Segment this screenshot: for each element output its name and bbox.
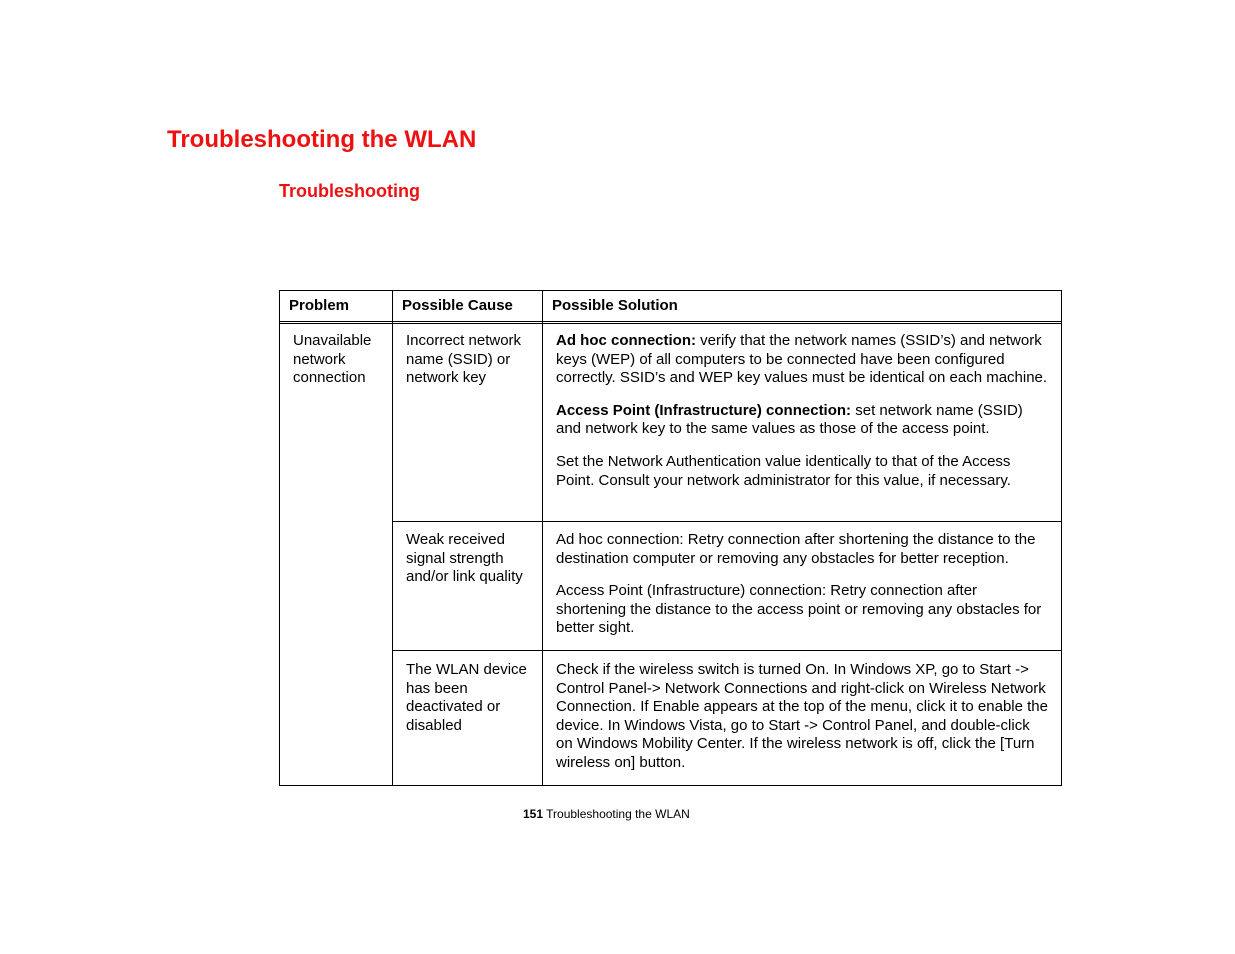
header-possible-cause: Possible Cause: [402, 297, 513, 314]
solution-cell: [556, 661, 1050, 787]
row-divider: [392, 521, 1061, 522]
cause-cell: Incorrect network name (SSID) or network key: [406, 332, 522, 387]
solution-cell: [556, 531, 1050, 652]
solution-text: verify that the network names (SSID’s) and network keys (WEP) of all computers to be connected have been configured correctly. SSID’s and WEP key values must be identical on each machine.: [556, 332, 1048, 387]
solution-paragraph: [556, 453, 1050, 490]
table-header: [280, 291, 1061, 324]
solution-paragraph: [556, 661, 1050, 773]
footer-label: Troubleshooting the WLAN: [546, 807, 690, 821]
solution-paragraph: [556, 332, 1050, 388]
header-possible-solution: Possible Solution: [552, 297, 678, 314]
solution-text: Check if the wireless switch is turned On. In Windows XP, go to Start -> Control Panel-> Network Connections and right-click on Wireless Network Connection. If Enable appears at the top of the menu, click it to enable the device. In Windows Vista, go to Start -> Control Panel, and double-click on Windows Mobility Center. If the wireless network is off, click the [Turn wireless on] button.: [556, 661, 1048, 771]
cause-cell: Weak received signal strength and/or link quality: [406, 531, 523, 586]
problem-cell: Unavailable network connection: [293, 332, 372, 387]
solution-cell: [556, 332, 1050, 504]
solution-text: Set the Network Authentication value identically to that of the Access Point. Consult your network administrator for this value, if necessary.: [556, 452, 1011, 489]
page-number: 151: [523, 807, 544, 821]
solution-bold-label: Access Point (Infrastructure) connection:: [556, 401, 852, 419]
solution-paragraph: [556, 582, 1050, 638]
header-problem: Problem: [289, 297, 350, 314]
section-title: Troubleshooting: [279, 181, 420, 201]
column-divider: [392, 291, 393, 785]
solution-bold-label: Ad hoc connection:: [556, 332, 696, 349]
solution-text: set network name (SSID) and network key to the same values as those of the access point.: [556, 401, 1023, 438]
solution-paragraph: [556, 402, 1050, 439]
column-divider: [542, 291, 543, 785]
solution-paragraph: [556, 531, 1050, 568]
page-footer: [523, 807, 690, 821]
solution-text: Ad hoc connection: Retry connection after shortening the distance to the destination computer or removing any obstacles for better reception.: [556, 531, 1036, 567]
solution-text: Access Point (Infrastructure) connection: Retry connection after shortening the distance to the access point or removing any obstacles for better sight.: [556, 582, 1042, 637]
troubleshooting-table: [279, 290, 1062, 786]
cause-cell: The WLAN device has been deactivated or disabled: [406, 661, 527, 734]
page-title: Troubleshooting the WLAN: [167, 126, 477, 153]
